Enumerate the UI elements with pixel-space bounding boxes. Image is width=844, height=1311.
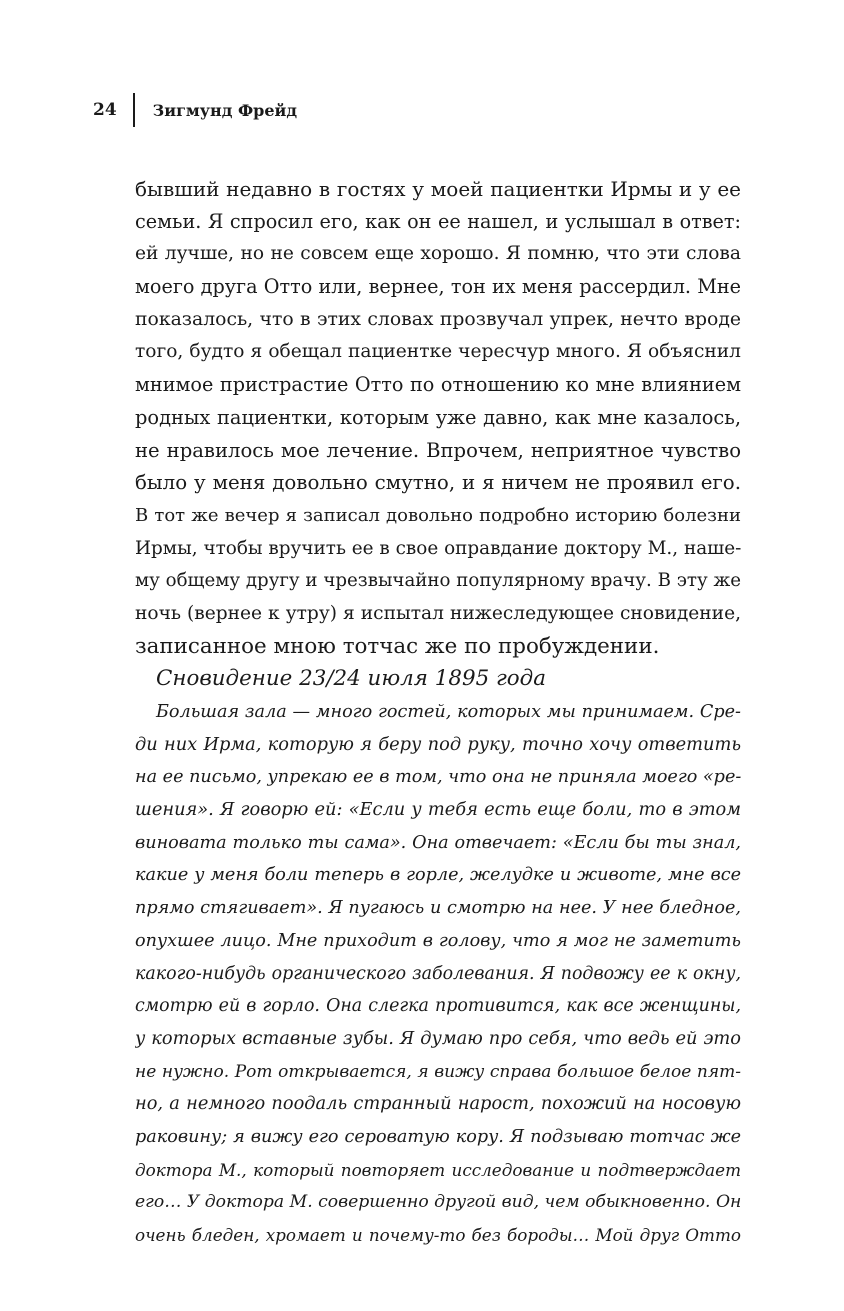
- page-number: 24: [93, 100, 117, 120]
- text-line: было у меня довольно смутно, и я ничем не проявил его.: [135, 471, 741, 495]
- dream-text-line: Большая зала — много гостей, которых мы принимаем. Сре-: [156, 702, 741, 722]
- running-header: [93, 92, 297, 128]
- text-line: не нравилось мое лечение. Впрочем, неприятное чувство: [135, 438, 741, 462]
- dream-text-line: прямо стягивает». Я пугаюсь и смотрю на нее. У нее бледное,: [135, 898, 741, 919]
- text-line: бывший недавно в гостях у моей пациентки Ирмы и у ее: [135, 177, 741, 201]
- text-line: ночь (вернее к утру) я испытал нижеследующее сновидение,: [135, 602, 741, 624]
- text-line: мнимое пристрастие Отто по отношению ко мне влиянием: [135, 373, 741, 397]
- text-line: му общему другу и чрезвычайно популярному врачу. В эту же: [135, 570, 741, 592]
- text-line: семьи. Я спросил его, как он ее нашел, и услышал в ответ:: [135, 209, 741, 233]
- dream-text-line: но, а немного поодаль странный нарост, похожий на носовую: [135, 1093, 741, 1115]
- dream-text-line: смотрю ей в горло. Она слегка противится, как все женщины,: [135, 996, 741, 1017]
- dream-text-line: на ее письмо, упрекаю ее в том, что она не приняла моего «ре-: [135, 767, 741, 788]
- dream-text-line: не нужно. Рот открывается, я вижу справа большое белое пят-: [135, 1061, 741, 1082]
- text-line: В тот же вечер я записал довольно подробно историю болезни: [135, 504, 741, 526]
- text-line: показалось, что в этих словах прозвучал упрек, нечто вроде: [135, 308, 741, 330]
- dream-text-line: какие у меня боли теперь в горле, желудке и животе, мне все: [135, 865, 741, 886]
- dream-text-line: опухшее лицо. Мне приходит в голову, что я мог не заметить: [135, 930, 741, 951]
- text-line: родных пациентки, которым уже давно, как мне казалось,: [135, 405, 741, 429]
- text-line: моего друга Отто или, вернее, тон их меня рассердил. Мне: [135, 275, 741, 299]
- running-title: Зигмунд Фрейд: [152, 100, 298, 120]
- dream-text-line: раковину; я вижу его сероватую кору. Я подзываю тотчас же: [135, 1126, 741, 1147]
- text-line: Ирмы, чтобы вручить ее в свое оправдание доктору М., наше-: [135, 537, 741, 559]
- text-line: ей лучше, но не совсем еще хорошо. Я помню, что эти слова: [135, 243, 741, 265]
- dream-text-line: ди них Ирма, которую я беру под руку, точно хочу ответить: [135, 733, 741, 755]
- dream-text-line: виновата только ты сама». Она отвечает: «Если бы ты знал,: [135, 832, 741, 853]
- text-line: того, будто я обещал пациентке чересчур много. Я объяснил: [135, 341, 741, 363]
- header-divider: [133, 93, 135, 127]
- dream-text-line: какого-нибудь органического заболевания. Я подвожу ее к окну,: [135, 963, 741, 984]
- body-text: [135, 173, 741, 1252]
- dream-text-line: у которых вставные зубы. Я думаю про себя, что ведь ей это: [135, 1027, 741, 1049]
- dream-text-line: Сновидение 23/24 июля 1895 года: [156, 666, 546, 692]
- dream-text-line: его… У доктора М. совершенно другой вид, чем обыкновенно. Он: [135, 1192, 741, 1213]
- text-line: записанное мною тотчас же по пробуждении.: [135, 633, 660, 659]
- dream-text-line: шения». Я говорю ей: «Если у тебя есть еще боли, то в этом: [135, 799, 741, 821]
- dream-text-line: очень бледен, хромает и почему-то без бороды… Мой друг Отто: [135, 1225, 741, 1245]
- dream-text-line: доктора М., который повторяет исследование и подтверждает: [135, 1159, 741, 1180]
